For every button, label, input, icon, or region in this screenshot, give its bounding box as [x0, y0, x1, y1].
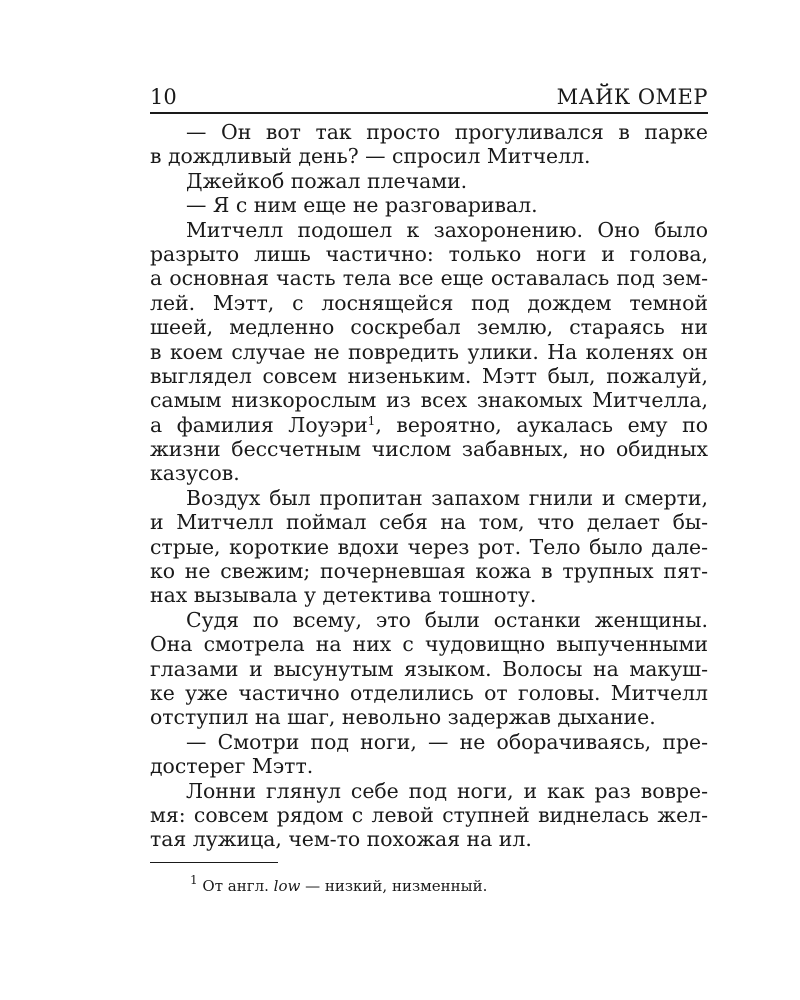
- text-line: лей. Мэтт, с лоснящейся под дождем темной: [150, 290, 708, 315]
- running-head: МАЙК ОМЕР: [556, 85, 708, 109]
- page-header: [150, 84, 708, 114]
- text-line: — Я с ним еще не разговаривал.: [186, 193, 538, 218]
- text-line: Митчелл подошел к захоронению. Оно было: [186, 217, 708, 242]
- paragraph: [150, 486, 708, 608]
- text-line: шеей, медленно соскребал землю, стараясь ни: [150, 315, 708, 340]
- footnote-term: low: [273, 877, 301, 895]
- text-line: [150, 413, 708, 437]
- text-line: — Он вот так просто прогуливался в парке: [186, 120, 708, 144]
- paragraph: [150, 608, 708, 730]
- footnote-marker: 1: [367, 413, 376, 428]
- page-number: 10: [150, 85, 177, 109]
- text-line: ко не свежим; почерневшая кожа в трупных пят-: [150, 559, 708, 584]
- book-page: [150, 84, 708, 852]
- paragraph: [150, 193, 708, 217]
- text-line: разрыто лишь частично: только ноги и голова,: [150, 241, 708, 266]
- text-line: Она смотрела на них с чудовищно выпученными: [150, 632, 708, 657]
- text-line: в коем случае не повредить улики. На коленях он: [150, 339, 708, 364]
- footnote-number: 1: [190, 872, 198, 887]
- footnote: [190, 872, 488, 896]
- footnote-definition: — низкий, низменный.: [300, 877, 488, 895]
- text-line: самым низкорослым из всех знакомых Митчелла,: [150, 388, 708, 413]
- text-line: тая лужица, чем-то похожая на ил.: [150, 827, 532, 852]
- text-line: достерег Мэтт.: [150, 754, 314, 779]
- text-line: Джейкоб пожал плечами.: [186, 168, 468, 193]
- text-line: отступил на шаг, невольно задержав дыхание.: [150, 705, 656, 730]
- text-line: и Митчелл поймал себя на том, что делает бы-: [150, 510, 708, 535]
- text-line: жизни бессчетным числом забавных, но обидных: [150, 437, 708, 462]
- paragraph: [150, 218, 708, 486]
- footnote-prefix: От англ.: [202, 877, 274, 895]
- text-line: выглядел совсем низеньким. Мэтт был, пожалуй,: [150, 363, 708, 388]
- text-line: стрые, короткие вдохи через рот. Тело было дале-: [150, 534, 708, 559]
- text-line: нах вызывала у детектива тошноту.: [150, 583, 537, 608]
- text-line: Судя по всему, это были останки женщины.: [186, 607, 708, 632]
- text-line: — Смотри под ноги, — не оборачиваясь, пре-: [186, 729, 708, 754]
- text-line: Лонни глянул себе под ноги, и как раз вовре-: [186, 778, 708, 803]
- page-body: [150, 120, 708, 852]
- text-line: казусов.: [150, 461, 240, 486]
- paragraph: [150, 779, 708, 852]
- paragraph: [150, 120, 708, 169]
- text-line: мя: совсем рядом с левой ступней виднелась жел-: [150, 802, 708, 827]
- line-fragment: а фамилия Лоуэри: [150, 412, 368, 437]
- text-line: в дождливый день? — спросил Митчелл.: [150, 144, 591, 169]
- text-line: глазами и высунутым языком. Волосы на макуш-: [150, 656, 708, 681]
- footnote-divider: [150, 862, 278, 863]
- line-fragment: , вероятно, аукалась ему по: [375, 412, 708, 437]
- text-line: ке уже частично отделились от головы. Митчелл: [150, 680, 708, 705]
- paragraph: [150, 169, 708, 193]
- paragraph: [150, 730, 708, 779]
- text-line: Воздух был пропитан запахом гнили и смерти,: [186, 485, 708, 510]
- text-line: а основная часть тела все еще оставалась под зем-: [150, 266, 708, 291]
